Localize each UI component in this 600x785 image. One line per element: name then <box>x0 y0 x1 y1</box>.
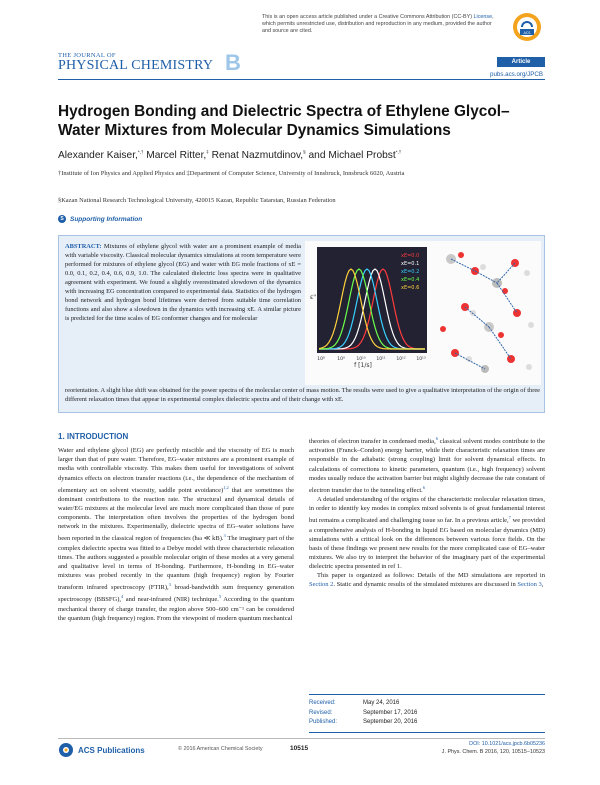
journal-main: PHYSICAL CHEMISTRY <box>58 58 214 73</box>
author-3[interactable]: Renat Nazmutdinov,§ <box>211 150 306 162</box>
toc-legend-item: xE=0.6 <box>401 285 420 291</box>
ref-link[interactable]: 3 <box>168 582 171 588</box>
copyright: © 2016 American Chemical Society <box>178 746 263 752</box>
abstract-text: ABSTRACT: Mixtures of ethylene glycol with water are a prominent example of media with variable viscosity. Classical molecular dynamics simulations at room temperature were performed for mixtures of ethylene glycol (EG) and water with EG mole fractions of xE = 0.0, 0.1, 0.2, 0.4, 0.6, 0.9, 1.0. The calculated dielectric loss spectra were in qualitative agreement with experiment. We found a slightly overestimated slowdown of the dynamics with increasing EG concentration compared to experimental data. Statistics of the hydrogen bond network and hydrogen bond lifetimes were derived from suitable time correlation functions and also show a slowdown in the dynamics with increasing xE. A similar picture is predicted for the time scales of EG conformer changes and for molecular <box>65 243 301 323</box>
toc-legend-item: xE=0.4 <box>401 277 420 283</box>
abstract-label: ABSTRACT: <box>65 243 102 250</box>
abstract-continued: reorientation. A slight blue shift was obtained for the power spectra of the molecular center of mass motion. The results were used to give a qualitative interpretation of the origin of three different relaxation times that appear in experimental complex dielectric spectra and of their change with xE. <box>65 387 540 404</box>
open-access-notice <box>262 14 502 35</box>
oa-text-end: , which permits unrestricted use, distribution and reproduction in any medium, provided the author and source are cited. <box>262 14 494 34</box>
toc-image <box>305 241 541 385</box>
toc-legend-item: xE=0.1 <box>401 261 420 267</box>
toc-xlabel: f [1/s] <box>354 362 372 369</box>
date-published: Published: September 20, 2016 <box>309 719 418 725</box>
toc-xtick: 10¹¹ <box>376 357 386 362</box>
toc-legend-item: xE=0.0 <box>401 253 420 259</box>
acs-logo-icon <box>58 742 74 758</box>
citation: J. Phys. Chem. B 2016, 120, 10515−10523 <box>441 748 545 755</box>
section-link[interactable]: Section 2 <box>309 581 334 589</box>
acs-publications-logo[interactable]: ACS Publications <box>58 742 145 758</box>
toc-plot <box>310 247 427 369</box>
pubs-link[interactable]: pubs.acs.org/JPCB <box>490 71 543 78</box>
toc-xtick: 10¹⁰ <box>356 357 366 362</box>
page-number: 10515 <box>290 745 309 752</box>
publication-dates <box>309 694 545 733</box>
author-list <box>58 150 401 161</box>
acs-authorchoice-badge-icon <box>512 12 542 42</box>
intro-paragraph-1: Water and ethylene glycol (EG) are perfectly miscible and the viscosity of EG is much larger than that of pure water. Therefore, EG–water mixtures are a prominent example of media with controllable viscosity. This makes them useful for investigations of solvent dynamics effects on electron transfer reactions (i.e., the dependence of the mechanism of elementary act on solvent viscosity, saddle point avoidance)$^{1,2}$ that are sometimes the dominant contributions to the reaction rate. The structural and dynamical details of water/EG mixtures at the molecular level are much more complicated than those of pure components. The interpretation often involves the properties of the hydrogen bond network in the mixtures. Experimentally, dielectric spectra of EG–water solutions have been reported in the classical region of frequencies (ħω ≪ kB).$^3$ The imaginary part of the complex dielectric spectra was fitted to a Debye model with three characteristic relaxation times. The authors suggested a possible molecular origin of these modes at a very general and qualitative level in terms of H-bonding. Furthermore, H-bonding in EG–water mixtures was probed recently in the quantum (high frequency) region by Fourier transform infrared spectroscopy (FTIR),$^3$ broad-bandwidth sum frequency generation spectroscopy (BBSFG),$^4$ and near-infrared (NIR) technique.$^5$ According to the quantum mechanical theory of charge transfer, the region above 500–600 cm⁻¹ can be considered the quantum (high frequency) region. From the viewpoint of modern quantum mechanical <box>58 447 295 622</box>
affiliation-1: †Institute of Ion Physics and Applied Physics and ‡Department of Computer Science, University of Innsbruck, Innsbruck 6020, Austria <box>58 170 405 177</box>
section-link[interactable]: Section 3 <box>517 581 542 589</box>
date-received: Received: May 24, 2016 <box>309 700 400 706</box>
header-divider <box>58 79 545 80</box>
intro-paragraph-2: theories of electron transfer in condensed media,$^6$ classical solvent modes contribute to the activation (Franck–Condon) energy barrier, while their characteristic relaxation times are responsible in the adiabatic (strong coupling) limit for solvent dynamical effects. In calculations of corrections to kinetic parameters, quantum (i.e., high frequency) solvent modes usually reduce the activation barrier but might slightly decrease the rate constant of electron transfer due to the tunneling effect.$^6$ <box>309 436 545 494</box>
oa-text: This is an open access article published under a Creative Commons Attribution (CC-BY) <box>262 14 474 20</box>
ref-link[interactable]: 3 <box>223 533 226 539</box>
toc-graphic <box>305 241 541 385</box>
toc-xtick: 10⁸ <box>317 357 325 362</box>
article-title: Hydrogen Bonding and Dielectric Spectra of Ethylene Glycol–Water Mixtures from Molecular Dynamics Simulations <box>58 103 510 139</box>
doi-link[interactable]: DOI: 10.1021/acs.jpcb.6b05236 <box>469 741 545 747</box>
journal-masthead <box>58 50 241 75</box>
ref-link[interactable]: 5 <box>218 594 222 600</box>
intro-left-column <box>58 432 294 623</box>
toc-ylabel: ε'' <box>310 294 317 301</box>
supporting-info-link[interactable]: S Supporting Information <box>58 215 142 223</box>
ref-link[interactable]: 7 <box>508 515 511 521</box>
author-4[interactable]: and Michael Probst*,† <box>308 150 402 162</box>
svg-text:ACS: ACS <box>523 31 531 35</box>
toc-xtick: 10¹² <box>396 357 406 362</box>
author-2[interactable]: Marcel Ritter,‡ <box>146 150 209 162</box>
ref-link[interactable]: 6 <box>435 436 438 441</box>
toc-xtick: 10⁹ <box>337 357 345 362</box>
affiliation-2: §Kazan National Research Technological University, 420015 Kazan, Republic Tatarstan, Russian Federation <box>58 197 336 204</box>
journal-top: THE JOURNAL OF <box>58 52 116 59</box>
ref-link[interactable]: 6 <box>422 484 426 490</box>
abstract-box <box>58 235 545 413</box>
article-type-tab: Article <box>497 57 545 67</box>
license-link[interactable]: License <box>473 14 493 20</box>
toc-xtick: 10¹³ <box>416 357 426 362</box>
doi-citation <box>400 741 545 756</box>
author-1[interactable]: Alexander Kaiser,*,† <box>58 150 144 162</box>
intro-right-column <box>309 434 545 589</box>
ref-link[interactable]: 4 <box>121 594 124 600</box>
ref-link[interactable]: 1,2 <box>223 484 229 490</box>
journal-letter: B <box>225 50 241 75</box>
intro-paragraph-4: This paper is organized as follows: Details of the MD simulations are reported in Section 2. Static and dynamic results of the simulated mixtures are discussed in Section 3, <box>309 572 545 589</box>
intro-paragraph-3: A detailed understanding of the origins of the characteristic molecular relaxation times, in order to identify key modes in complex mixed solvents is of great fundamental interest but remains a complicated and challenging issue so far. In a previous article,$^7$ we provided a comprehensive analysis of H-bonding in liquid EG based on molecular dynamics (MD) simulations with a critical look on the differences between various force fields. On the basis of these findings we present new results for the more complicated case of EG–water mixtures. We also try to interpret the behavior of the imaginary part of the experimental dielectric spectra presented in ref 1. <box>309 496 546 571</box>
date-revised: Revised: September 17, 2016 <box>309 709 418 716</box>
toc-legend-item: xE=0.2 <box>401 269 420 275</box>
footer-divider <box>58 738 545 739</box>
section-heading: 1. INTRODUCTION <box>58 432 129 441</box>
supporting-info-icon: S <box>58 215 66 223</box>
